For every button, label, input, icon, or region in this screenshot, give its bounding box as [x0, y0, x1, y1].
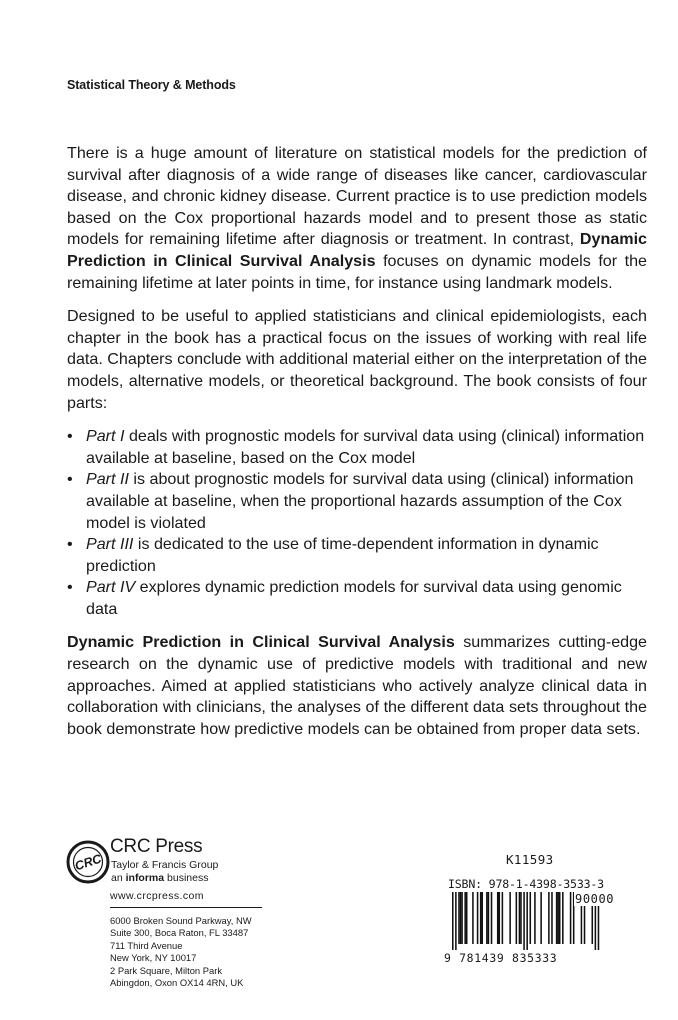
barcode-bar	[466, 892, 468, 944]
barcode-bar	[548, 892, 550, 944]
publisher-name: CRC Press	[110, 836, 203, 857]
address-line: Suite 300, Boca Raton, FL 33487	[110, 926, 249, 938]
barcode-bar	[477, 892, 479, 944]
barcode-bar	[455, 892, 457, 950]
barcode-bar	[540, 892, 542, 944]
list-item	[67, 534, 647, 577]
barcode-bar	[464, 892, 466, 944]
summary-paragraph	[67, 632, 647, 740]
intro-text-start: There is a huge amount of literature on statistical models for the prediction of survival after diagnosis of a wide range of diseases like cancer, cardiovascular disease, and chronic kidney disease. Current practice is to use prediction models based on the Cox proportional hazards model and to present those as static models for remaining lifetime after diagnosis or treatment. In contrast,	[67, 144, 647, 249]
publisher-url[interactable]: www.crcpress.com	[110, 890, 204, 902]
product-code: K11593	[506, 852, 554, 867]
barcode-bar	[519, 892, 521, 944]
informa-line	[111, 872, 208, 885]
isbn-label: ISBN: 978-1-4398-3533-3	[448, 877, 604, 891]
barcode-bar	[570, 892, 572, 944]
barcode-bar	[452, 892, 454, 950]
part-label: Part I	[86, 427, 125, 446]
barcode-bar	[559, 892, 561, 944]
informa-suffix: business	[164, 872, 209, 884]
book-title-inline: Dynamic Prediction in Clinical Survival Analysis	[67, 633, 455, 652]
barcode-bar	[530, 892, 532, 944]
barcode-bar	[526, 892, 528, 950]
barcode-bar	[480, 892, 482, 944]
barcode-bar	[556, 892, 558, 944]
barcode-bar	[486, 892, 488, 944]
barcode-bar	[562, 892, 564, 944]
barcode-bar	[520, 892, 522, 944]
part-description: is about prognostic models for survival data using (clinical) information available at baseline, when the proportional hazards assumption of the Cox model is violated	[86, 470, 634, 532]
intro-text-end: focuses on dynamic models for the remaining lifetime at later points in time, for instance using landmark models.	[67, 251, 648, 292]
book-title-inline: Dynamic Prediction in Clinical Survival Analysis	[67, 230, 647, 270]
list-item	[67, 426, 647, 469]
subject-category: Statistical Theory & Methods	[67, 78, 236, 92]
summary-text: summarizes cutting-edge research on the dynamic use of predictive models with traditional and new approaches. Aimed at applied statisticians who actively analyze clinical data in collaboration with clinicians, the analyses of the different data sets throughout the book demonstrate how predictive models can be obtained from proper data sets.	[67, 633, 647, 738]
part-label: Part II	[86, 470, 129, 489]
barcode-bar	[516, 892, 518, 944]
address-line: 711 Third Avenue	[110, 940, 183, 951]
barcode-bar	[460, 892, 462, 944]
barcode-bar	[509, 892, 511, 944]
barcode-bar	[557, 892, 559, 944]
logo-text: CRC	[73, 851, 104, 874]
informa-prefix: an	[111, 872, 126, 884]
parts-list	[67, 426, 647, 620]
barcode-bar	[461, 892, 463, 944]
list-item	[67, 469, 647, 534]
address-line: Abingdon, Oxon OX14 4RN, UK	[110, 976, 244, 988]
address-line: 6000 Broken Sound Parkway, NW	[110, 915, 252, 926]
barcode-bar	[523, 892, 525, 950]
ean-digits: 9 781439 835333	[444, 951, 558, 965]
barcode-bar	[497, 892, 499, 944]
back-cover-description	[67, 143, 647, 752]
part-label: Part III	[86, 535, 134, 554]
price-code: 90000	[575, 892, 615, 906]
barcode-bar	[481, 892, 483, 944]
part-label: Part IV	[86, 578, 136, 597]
part-description: explores dynamic prediction models for survival data using genomic data	[86, 578, 622, 618]
audience-paragraph: Designed to be useful to applied statisticians and clinical epidemiologists, each chapter in the book has a practical focus on the issues of working with real life data. Chapters conclude with additional material either on the interpretation of the models, alternative models, or theoretical background. The book consists of four parts:	[67, 307, 647, 412]
divider	[110, 907, 262, 908]
address-line: New York, NY 10017	[110, 951, 197, 963]
barcode-bar	[499, 892, 501, 944]
barcode-bar	[534, 892, 536, 944]
crc-logo-icon	[66, 840, 110, 884]
intro-paragraph	[67, 143, 647, 294]
part-description: is dedicated to the use of time-dependent information in dynamic prediction	[86, 535, 599, 575]
part-description: deals with prognostic models for survival data using (clinical) information available at baseline, based on the Cox model	[86, 427, 645, 467]
publisher-group: Taylor & Francis Group	[111, 859, 219, 871]
barcode-bar	[488, 892, 490, 944]
barcode-bar	[472, 892, 474, 944]
address-line: 2 Park Square, Milton Park	[110, 965, 223, 976]
barcode-bar	[502, 892, 504, 944]
informa-brand: informa	[125, 872, 165, 884]
barcode-bar	[551, 892, 553, 944]
barcode-bar	[491, 892, 493, 944]
barcode-bar	[458, 892, 460, 944]
list-item	[67, 577, 647, 620]
